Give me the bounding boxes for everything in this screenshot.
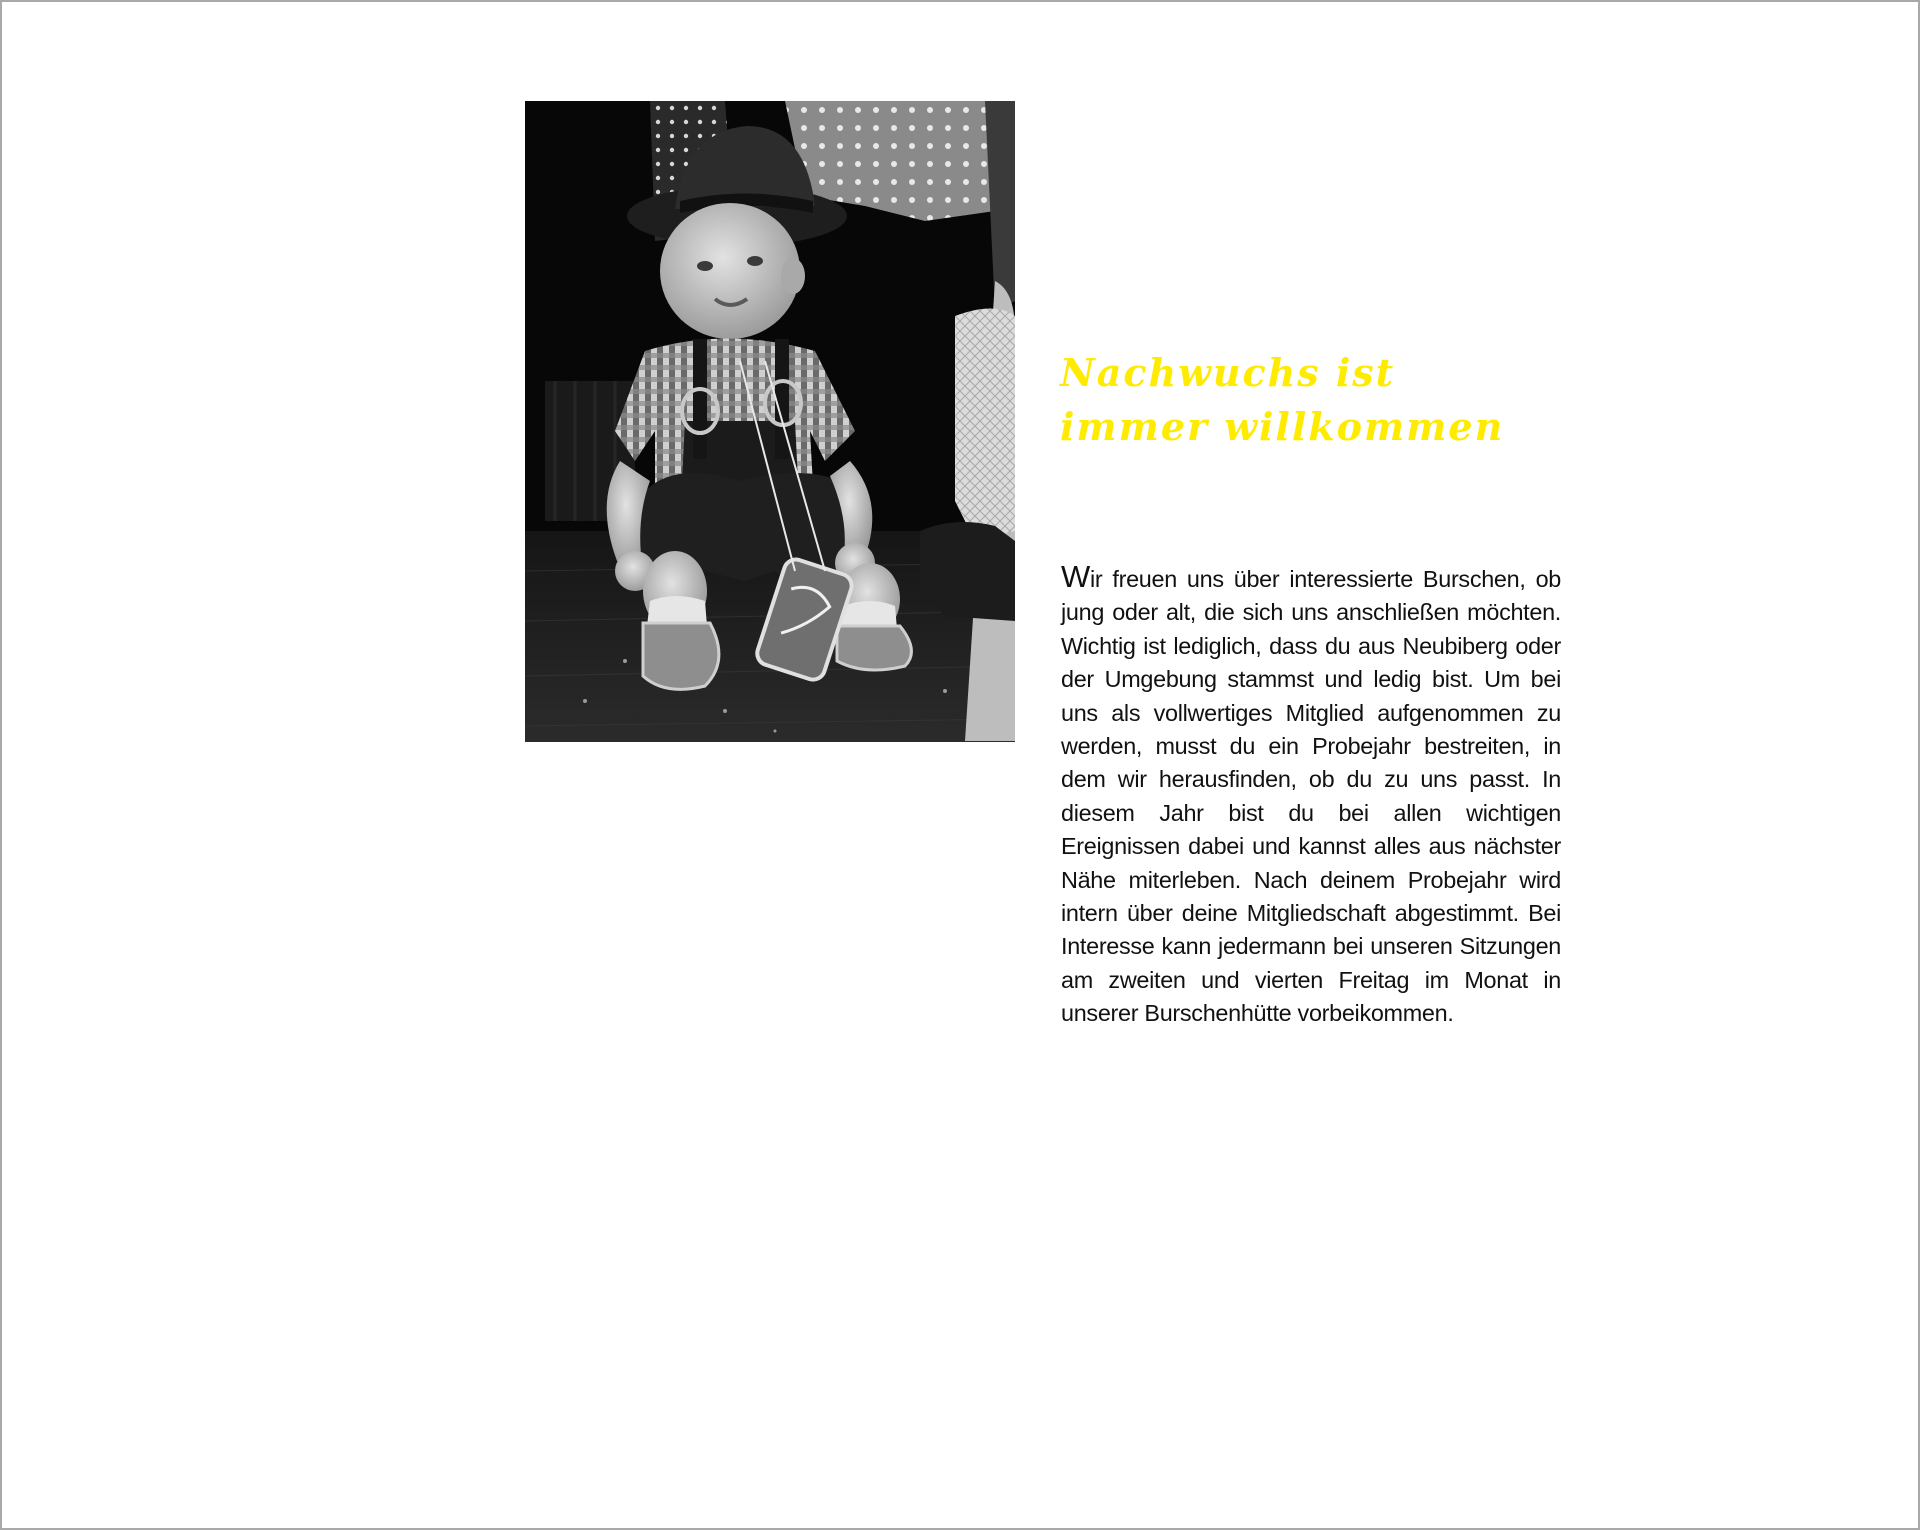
body-paragraph	[1061, 560, 1561, 1031]
drop-cap-letter: W	[1061, 559, 1090, 594]
body-paragraph-text: ir freuen uns über interessierte Burschen, ob jung oder alt, die sich uns anschließen möchten. Wichtig ist lediglich, dass du aus Neubiberg oder der Umgebung stammst und ledig bist. Um bei uns als vollwertiges Mitglied aufgenommen zu werden, musst du ein Probejahr bestreiten, in dem wir herausfinden, ob du zu uns passt. In diesem Jahr bist du bei allen wichtigen Ereignissen dabei und kannst alles aus nächster Nähe miterleben. Nach deinem Probejahr wird intern über deine Mitgliedschaft abgestimmt. Bei Interesse kann jedermann bei unseren Sitzungen am zweiten und vierten Freitag im Monat in unserer Burschenhütte vorbeikommen.	[1061, 566, 1561, 1027]
toddler-photo	[525, 101, 1015, 742]
toddler-photo-illustration	[525, 101, 1015, 742]
section-heading: Nachwuchs ist immer willkommen	[1060, 350, 1505, 449]
